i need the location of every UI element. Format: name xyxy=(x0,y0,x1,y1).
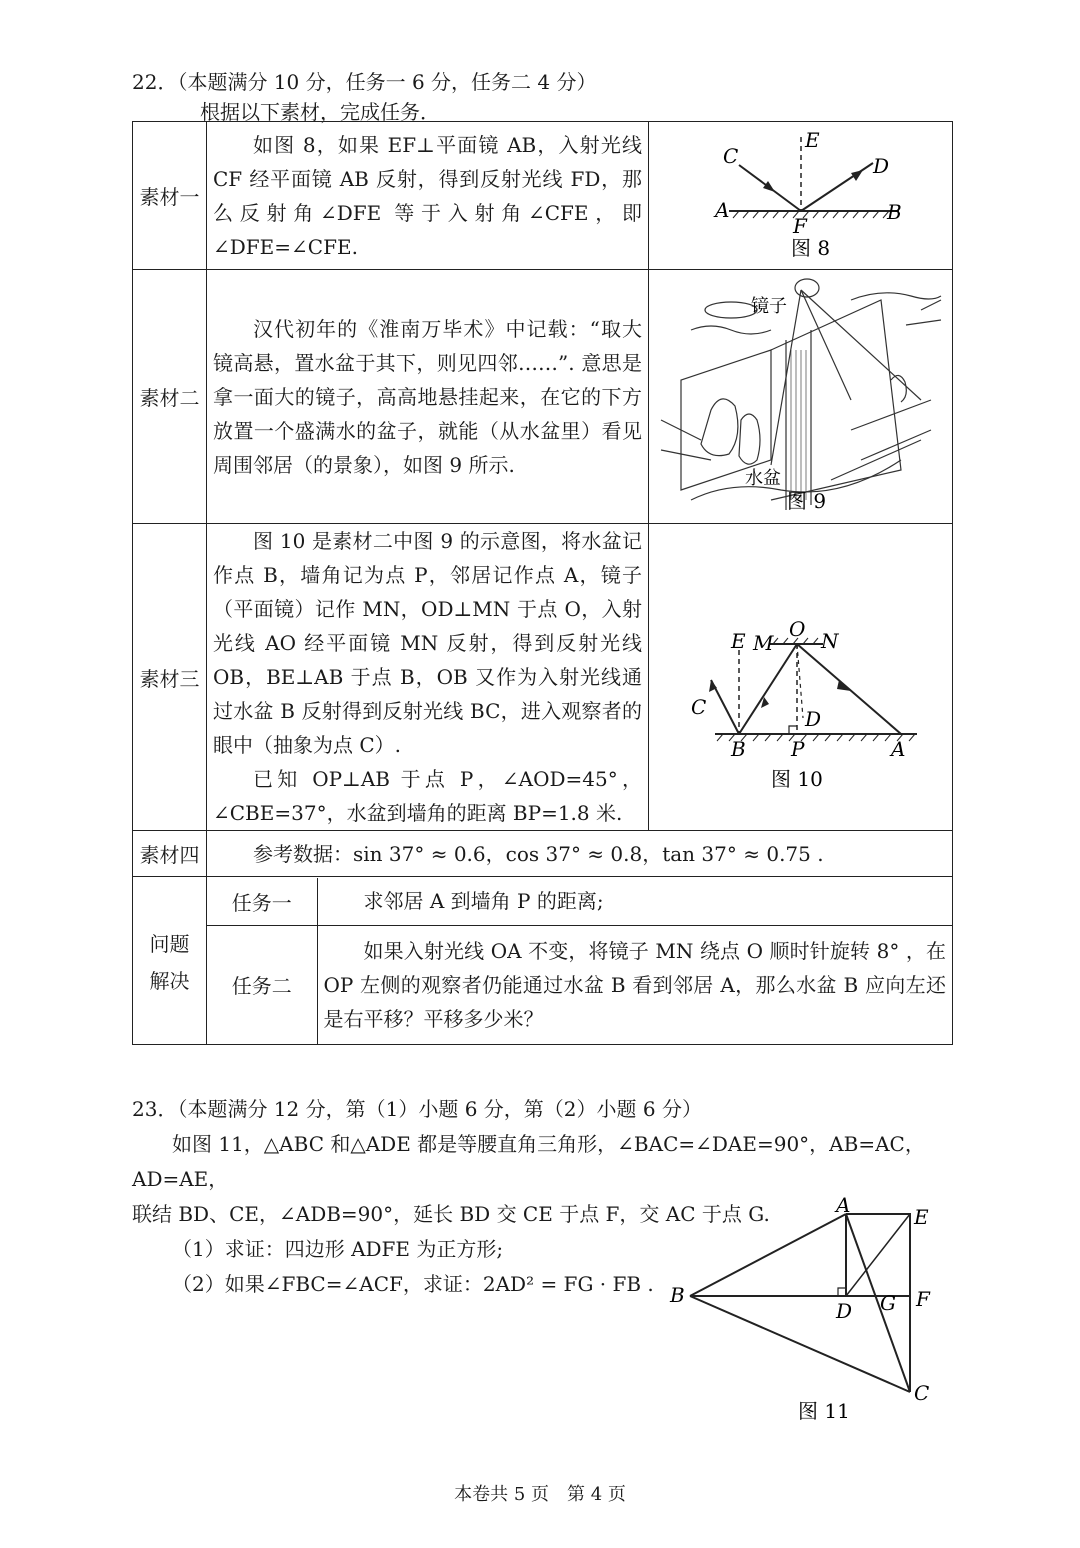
label-e: E xyxy=(730,628,746,653)
problem-row xyxy=(133,877,953,1045)
material-3-known: 已知 OP⊥AB 于点 P，∠AOD=45°，∠CBE=37°，水盆到墙角的距离 BP=1.8 米. xyxy=(213,767,642,825)
tasks-table xyxy=(207,878,952,1044)
figure-10-caption: 图 10 xyxy=(770,766,823,791)
label-f: F xyxy=(916,1287,930,1311)
q22-intro: 根据以下素材，完成任务． xyxy=(200,100,440,124)
task-2-label: 任务二 xyxy=(207,926,317,1044)
task-2-text: 如果入射光线 OA 不变，将镜子 MN 绕点 O 顺时针旋转 8° ，在 OP 左侧的观察者仍能通过水盆 B 看到邻居 A，那么水盆 B 应向左还是右平移？平移多少米？ xyxy=(323,938,946,1031)
material-2-text-cell xyxy=(207,270,649,524)
materials-table xyxy=(132,121,953,1045)
segment-de xyxy=(846,1214,910,1296)
figure-11-diagram xyxy=(660,1196,950,1430)
material-4-text-cell xyxy=(207,831,953,877)
task-2-text-cell xyxy=(317,926,952,1044)
problem-label-line2: 解决 xyxy=(149,968,190,993)
material-3-text: 图 10 是素材二中图 9 的示意图，将水盆记作点 B，墙角记为点 P，邻居记作点 A，镜子（平面镜）记作 MN，OD⊥MN 于点 O，入射光线 AO 经平面镜 MN 反射，得到反射光线 OB，BE⊥AB 于点 B，OB 又作为入射光线通过水盆 B 反射得到反射光线 BC，进入观察者的眼中（抽象为点 C）. xyxy=(213,529,642,757)
task-2-row xyxy=(207,926,952,1044)
label-a: A xyxy=(714,198,729,222)
label-o: O xyxy=(788,616,805,641)
figure-8-diagram xyxy=(651,123,951,263)
line-od xyxy=(797,644,803,718)
material-1-row xyxy=(133,122,953,270)
material-3-label: 素材三 xyxy=(133,524,207,831)
material-2-row xyxy=(133,270,953,524)
material-1-text-cell xyxy=(207,122,649,270)
label-b: B xyxy=(670,1283,685,1307)
problem-label xyxy=(133,877,207,1045)
material-1-text: 如图 8，如果 EF⊥平面镜 AB，入射光线 CF 经平面镜 AB 反射，得到反射光线 FD，那么反射角∠DFE 等于入射角∠CFE，即∠DFE=∠CFE. xyxy=(213,132,642,259)
q23-line2: 联结 BD、CE，∠ADB=90°，延长 BD 交 CE 于点 F，交 AC 于点 G. xyxy=(132,1202,770,1226)
figure-8-cell xyxy=(649,122,953,270)
figure-10-cell xyxy=(649,524,953,831)
label-p: P xyxy=(790,736,804,761)
material-3-text-cell xyxy=(207,524,649,831)
arrow-icon xyxy=(851,170,863,181)
label-c: C xyxy=(722,144,738,168)
material-2-label: 素材二 xyxy=(133,270,207,524)
page-footer: 本卷共 5 页 第 4 页 xyxy=(454,1484,626,1505)
label-n: N xyxy=(820,628,838,653)
figure-8-caption: 图 8 xyxy=(790,236,830,260)
material-4-text: 参考数据：sin 37° ≈ 0.6，cos 37° ≈ 0.8，tan 37° ≈ 0.75 . xyxy=(253,841,824,866)
label-c: C xyxy=(914,1381,930,1405)
arrow-icon xyxy=(837,680,851,691)
label-c: C xyxy=(690,694,706,719)
problem-label-line1: 问题 xyxy=(149,931,190,956)
label-g: G xyxy=(880,1291,896,1315)
q23-line1: 如图 11，△ABC 和△ADE 都是等腰直角三角形，∠BAC=∠DAE=90°，AB=AC，AD=AE， xyxy=(132,1132,925,1191)
figure-10-diagram xyxy=(651,530,951,820)
tasks-cell xyxy=(207,877,953,1045)
segment-ab xyxy=(690,1214,846,1296)
label-e: E xyxy=(804,128,820,152)
label-d: D xyxy=(872,154,889,178)
segment-bc xyxy=(690,1296,910,1392)
segment-ac xyxy=(846,1214,910,1392)
task-1-label: 任务一 xyxy=(207,878,317,926)
figure-9-illustration xyxy=(651,270,951,518)
right-angle-mark xyxy=(789,726,797,734)
label-e: E xyxy=(914,1205,929,1229)
material-2-text: 汉代初年的《淮南万毕术》中记载：“取大镜高悬，置水盆于其下，则见四邻……”. 意思是拿一面大的镜子，高高地悬挂起来，在它的下方放置一个盛满水的盆子，就能（从水盆里）看见周围邻居（的景象），如图 9 所示. xyxy=(213,316,642,477)
mirror-label: 镜子 xyxy=(750,296,787,317)
task-1-text-cell xyxy=(317,878,952,926)
material-3-row xyxy=(133,524,953,831)
q23-header: 23．（本题满分 12 分，第（1）小题 6 分，第（2）小题 6 分） xyxy=(132,1097,702,1121)
task-1-text: 求邻居 A 到墙角 P 的距离; xyxy=(363,889,604,914)
label-a: A xyxy=(836,1196,851,1217)
material-1-label: 素材一 xyxy=(133,122,207,270)
q23-part1: （1）求证：四边形 ADFE 为正方形; xyxy=(172,1237,504,1261)
label-b: B xyxy=(886,200,902,224)
basin-label: 水盆 xyxy=(744,468,781,489)
label-d: D xyxy=(836,1299,853,1323)
label-d: D xyxy=(804,706,821,731)
q23-part2: （2）如果∠FBC=∠ACF，求证：2AD² = FG · FB . xyxy=(172,1272,654,1296)
task-1-row xyxy=(207,878,952,926)
material-4-label: 素材四 xyxy=(133,831,207,877)
label-b: B xyxy=(730,736,746,761)
figure-11-caption: 图 11 xyxy=(798,1399,850,1423)
ray-ob xyxy=(739,644,797,734)
label-m: M xyxy=(752,630,773,655)
label-a: A xyxy=(890,736,905,761)
figure-9-cell xyxy=(649,270,953,524)
right-angle-mark xyxy=(838,1288,846,1296)
arrow-icon xyxy=(763,181,775,192)
material-4-row xyxy=(133,831,953,877)
q22-header: 22．（本题满分 10 分，任务一 6 分，任务二 4 分） xyxy=(132,70,597,94)
figure-9-caption: 图 9 xyxy=(786,489,826,513)
label-f: F xyxy=(792,214,807,238)
